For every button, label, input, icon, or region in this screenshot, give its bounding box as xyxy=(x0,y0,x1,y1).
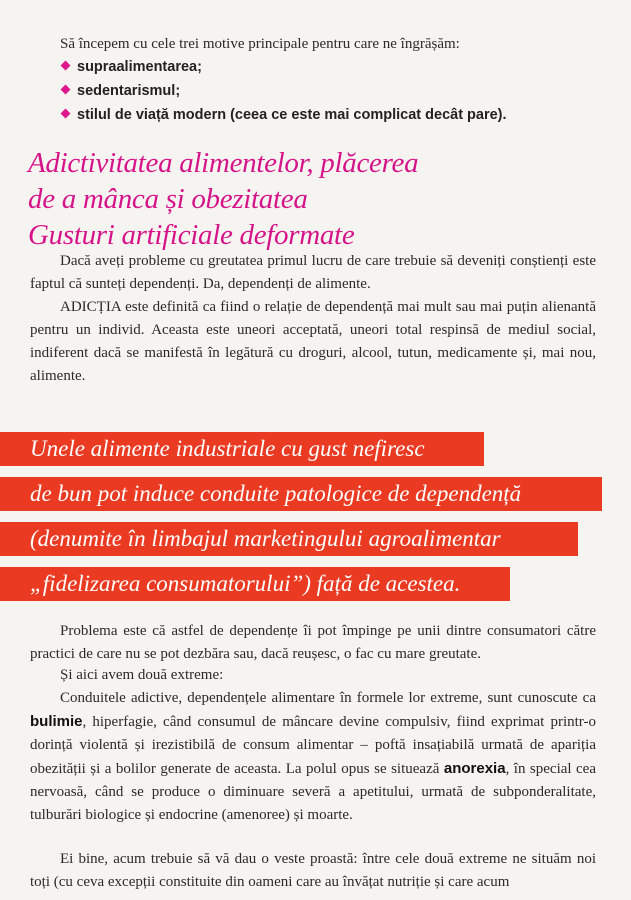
bullet-item: sedentarismul; xyxy=(62,79,602,103)
heading-line: Adictivitatea alimentelor, plăcerea xyxy=(28,147,419,179)
bold-term: bulimie xyxy=(30,713,83,730)
paragraph: Ei bine, acum trebuie să vă dau o veste proastă: între cele două extreme ne situăm noi toți (cu ceva excepții constituite din oameni care au învățat nutriție și care acum xyxy=(30,851,596,890)
bullet-item: stilul de viață modern (ceea ce este mai complicat decât pare). xyxy=(62,103,602,127)
paragraph: Conduitele adictive, dependențele alimentare în formele lor extreme, sunt cunoscute ca bulimie, hiperfagie, când consumul de mâncare devine compulsiv, fiind exprimat printr-o dorință violentă și irezistibilă de consum alimentar – poftă insațiabilă urmată de apariția obezității și a bolilor generate de aceasta. La polul opus se situează anorexia, în special cea nervoasă, când se produce o diminuare severă a apetitului, urmată de subponderalitate, tulburări biologice și endocrine (amenoree) și moarte. xyxy=(30,690,596,823)
bullet-list xyxy=(62,55,602,127)
section-heading xyxy=(28,145,618,253)
highlight-line: (denumite în limbajul marketingului agroalimentar xyxy=(0,522,578,556)
paragraph: Și aici avem două extreme: xyxy=(60,667,224,683)
heading-line: de a mânca și obezitatea xyxy=(28,183,308,215)
paragraph: Dacă aveți probleme cu greutatea primul lucru de care trebuie să deveniți conștienți este faptul că sunteți dependenți. Da, dependenți de alimente. xyxy=(30,253,596,292)
intro-text: Să începem cu cele trei motive principale pentru care ne îngrășăm: xyxy=(60,36,460,52)
highlight-line: „fidelizarea consumatorului”) față de acestea. xyxy=(0,567,510,601)
paragraph: ADICȚIA este definită ca fiind o relație de dependență mai mult sau mai puțin alienantă pentru un individ. Aceasta este uneori acceptată, uneori total respinsă de mediul social, indiferent dacă se manifestă în legătură cu droguri, alcool, tutun, medicamente și, mai nou, alimente. xyxy=(30,299,596,384)
heading-line: Gusturi artificiale deformate xyxy=(28,219,355,251)
highlight-line: Unele alimente industriale cu gust nefiresc xyxy=(0,432,484,466)
bold-term: anorexia xyxy=(443,760,506,777)
paragraph: Problema este că astfel de dependențe îi pot împinge pe unii dintre consumatori către practici de care nu se pot dezbăra sau, dacă reușesc, o fac cu mare greutate. xyxy=(30,623,596,662)
diamond-bullet-icon xyxy=(61,61,71,71)
diamond-bullet-icon xyxy=(61,109,71,119)
diamond-bullet-icon xyxy=(61,85,71,95)
highlight-line: de bun pot induce conduite patologice de dependență xyxy=(0,477,602,511)
bullet-item: supraalimentarea; xyxy=(62,55,602,79)
